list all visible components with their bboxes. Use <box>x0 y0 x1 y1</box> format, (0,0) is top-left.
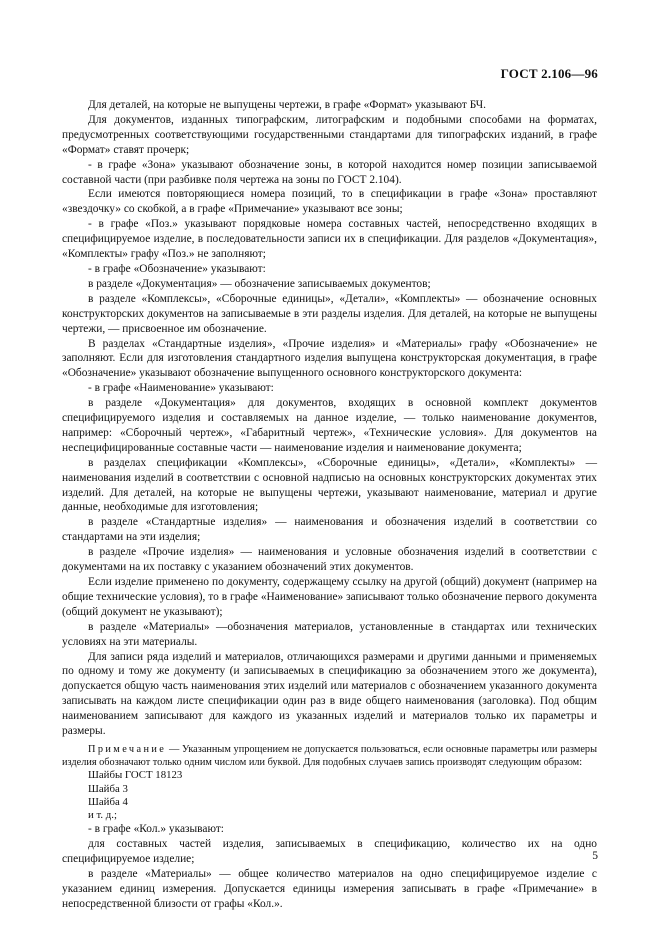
list-item: Шайбы ГОСТ 18123 <box>88 769 183 782</box>
paragraph: - в графе «Наименование» указывают: <box>88 382 274 395</box>
paragraph: В разделах «Стандартные изделия», «Прочие изделия» и «Материалы» графу «Обозначение» не заполняют. Если для изготовления стандартного изделия выпущена конструкторская документация, в графе «Обозначение» указывают обозначение выпущенного основного конструкторского документа: <box>62 337 597 380</box>
paragraph: в разделе «Прочие изделия» — наименования и условные обозначения изделий в соответствии с документами на их поставку с указанием обозначений этих документов. <box>62 546 597 574</box>
paragraph: - в графе «Обозначение» указывают: <box>88 262 266 275</box>
paragraph: Если изделие применено по документу, содержащему ссылку на другой (общий) документ (например на общие технические условия), то в графе «Наименование» записывают только обозначение первого документа (общий документ не указывают); <box>62 576 597 618</box>
note-label: Примечание <box>88 743 167 755</box>
paragraph: - в графе «Кол.» указывают: <box>88 823 224 836</box>
paragraph: в разделе «Материалы» — общее количество материалов на одно специфицируемое изделие с указанием единиц измерения. Допускается единицы измерения записывать в графе «Примечание» в непосредственной близости от графы «Кол.». <box>62 867 597 910</box>
paragraph: Для деталей, на которые не выпущены чертежи, в графе «Формат» указывают БЧ. <box>88 99 486 111</box>
paragraph: Для записи ряда изделий и материалов, отличающихся размерами и другими данными и применяемых по одному и тому же документу (и записываемых в спецификацию за обозначением этого же документа), допускается общую часть наименования этих изделий или материалов с обозначением указанного документа записывать на каждом листе спецификации один раз в виде общего наименования (заголовка). Под общим наименованием записывают для каждого из указанных изделий и материалов только их параметры и размеры. <box>62 650 597 738</box>
paragraph: в разделах спецификации «Комплексы», «Сборочные единицы», «Детали», «Комплекты» — наименования изделий в соответствии с основной надписью на основных конструкторских документах этих изделий. Для деталей, на которые не выпущены чертежи, указывают наименование, материал и другие данные, необходимые для изготовления; <box>62 456 597 514</box>
paragraph: в разделе «Стандартные изделия» — наименования и обозначения изделий в соответствии со стандартами на эти изделия; <box>62 516 597 544</box>
list-item: Шайба 4 <box>88 795 128 808</box>
note-text: — Указанным упрощением не допускается пользоваться, если основные параметры или размеры изделия обозначают только одним числом или буквой. Для подобных случаев запись производят следующим образом: <box>62 743 597 769</box>
document-body <box>62 98 597 912</box>
paragraph: - в графе «Зона» указывают обозначение зоны, в которой находится номер позиции записываемой составной части (при разбивке поля чертежа на зоны по ГОСТ 2.104). <box>62 158 597 186</box>
paragraph: Для документов, изданных типографским, литографским и подобными способами на форматах, предусмотренных соответствующими государственными стандартами для типографских изданий, в графе «Формат» ставят прочерк; <box>62 113 597 156</box>
paragraph: Если имеются повторяющиеся номера позиций, то в спецификации в графе «Зона» проставляют «звездочку» со скобкой, а в графе «Примечание» указывают все зоны; <box>62 188 597 216</box>
paragraph: для составных частей изделия, записываемых в спецификацию, количество их на одно специфицируемое изделие; <box>62 838 597 865</box>
list-item: Шайба 3 <box>88 782 128 795</box>
paragraph: в разделе «Комплексы», «Сборочные единицы», «Детали», «Комплекты» — обозначение основных конструкторских документов на записываемые в эти разделы изделия. Для деталей, на которые не выпущены чертежи, — присвоенное им обозначение. <box>62 292 597 335</box>
paragraph: в разделе «Документация» для документов, входящих в основной комплект документов специфицируемого изделия и составляемых на данное изделие, — только наименование документов, например: «Сборочный чертеж», «Габаритный чертеж», «Технические условия». Для документов на неспецифицированные составные части — наименование изделия и наименование документа; <box>62 397 597 454</box>
paragraph: в разделе «Документация» — обозначение записываемых документов; <box>88 277 431 290</box>
page-number: 5 <box>592 850 598 862</box>
paragraph: - в графе «Поз.» указывают порядковые номера составных частей, непосредственно входящих в специфицируемое изделие, в последовательности записи их в спецификации. Для разделов «Документация», «Комплекты» графу «Поз.» не заполняют; <box>62 218 597 261</box>
note <box>62 743 597 769</box>
note-example-list <box>62 769 597 822</box>
list-item: и т. д.; <box>88 808 117 821</box>
paragraph: в разделе «Материалы» —обозначения материалов, установленные в стандартах или технических условиях на эти материалы. <box>62 620 597 648</box>
standard-header: ГОСТ 2.106—96 <box>500 66 598 81</box>
